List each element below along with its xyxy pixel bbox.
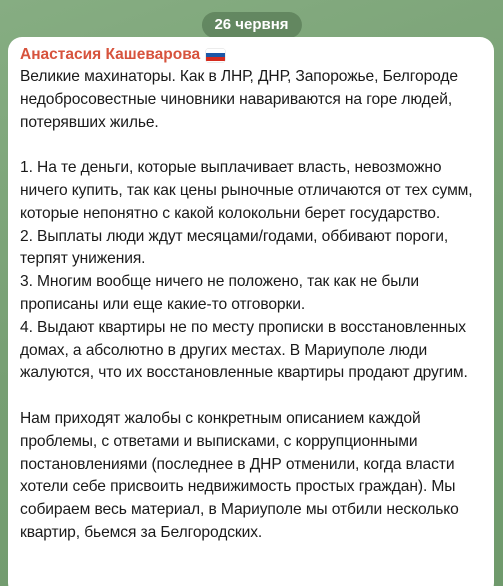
sender-name[interactable]: Анастасия Кашеварова [20, 46, 201, 63]
paragraph-gap [20, 134, 484, 157]
message-text [20, 66, 484, 545]
message-point-2: 2. Выплаты люди ждут месяцами/годами, оббивают пороги, терпят унижения. [20, 227, 449, 268]
message-intro: Великие махинаторы. Как в ЛНР, ДНР, Запорожье, Белгороде недобросовестные чиновники навариваются на горе людей, потерявших жилье. [20, 68, 458, 131]
date-separator: 26 червня [201, 12, 301, 38]
russian-flag-icon [206, 49, 225, 62]
message-point-4: 4. Выдают квартиры не по месту прописки в восстановленных домах, а абсолютно в других местах. В Мариуполе люди жалуются, что их восстановленные квартиры продают другим. [20, 318, 468, 382]
message-closing: Нам приходят жалобы с конкретным описанием каждой проблемы, с ответами и выписками, с коррупционными постановлениями (последнее в ДНР отменили, когда власти хотели себе присвоить недвижимость простых граждан). Мы собираем весь материал, в Мариуполе мы отбили несколько квартир, бьемся за Белгородских. [20, 409, 459, 541]
message-point-1: 1. На те деньги, которые выплачивает власть, невозможно ничего купить, так как цены рыночные отличаются от тех сумм, которые непонятно с какой колокольни берет государство. [20, 159, 473, 222]
message-point-3: 3. Многим вообще ничего не положено, так как не были прописаны или еще какие-то отговорки. [20, 273, 419, 313]
sender-row [20, 44, 484, 66]
paragraph-gap [20, 385, 484, 408]
flag-stripe-red [206, 57, 225, 61]
message-bubble[interactable] [8, 37, 494, 586]
